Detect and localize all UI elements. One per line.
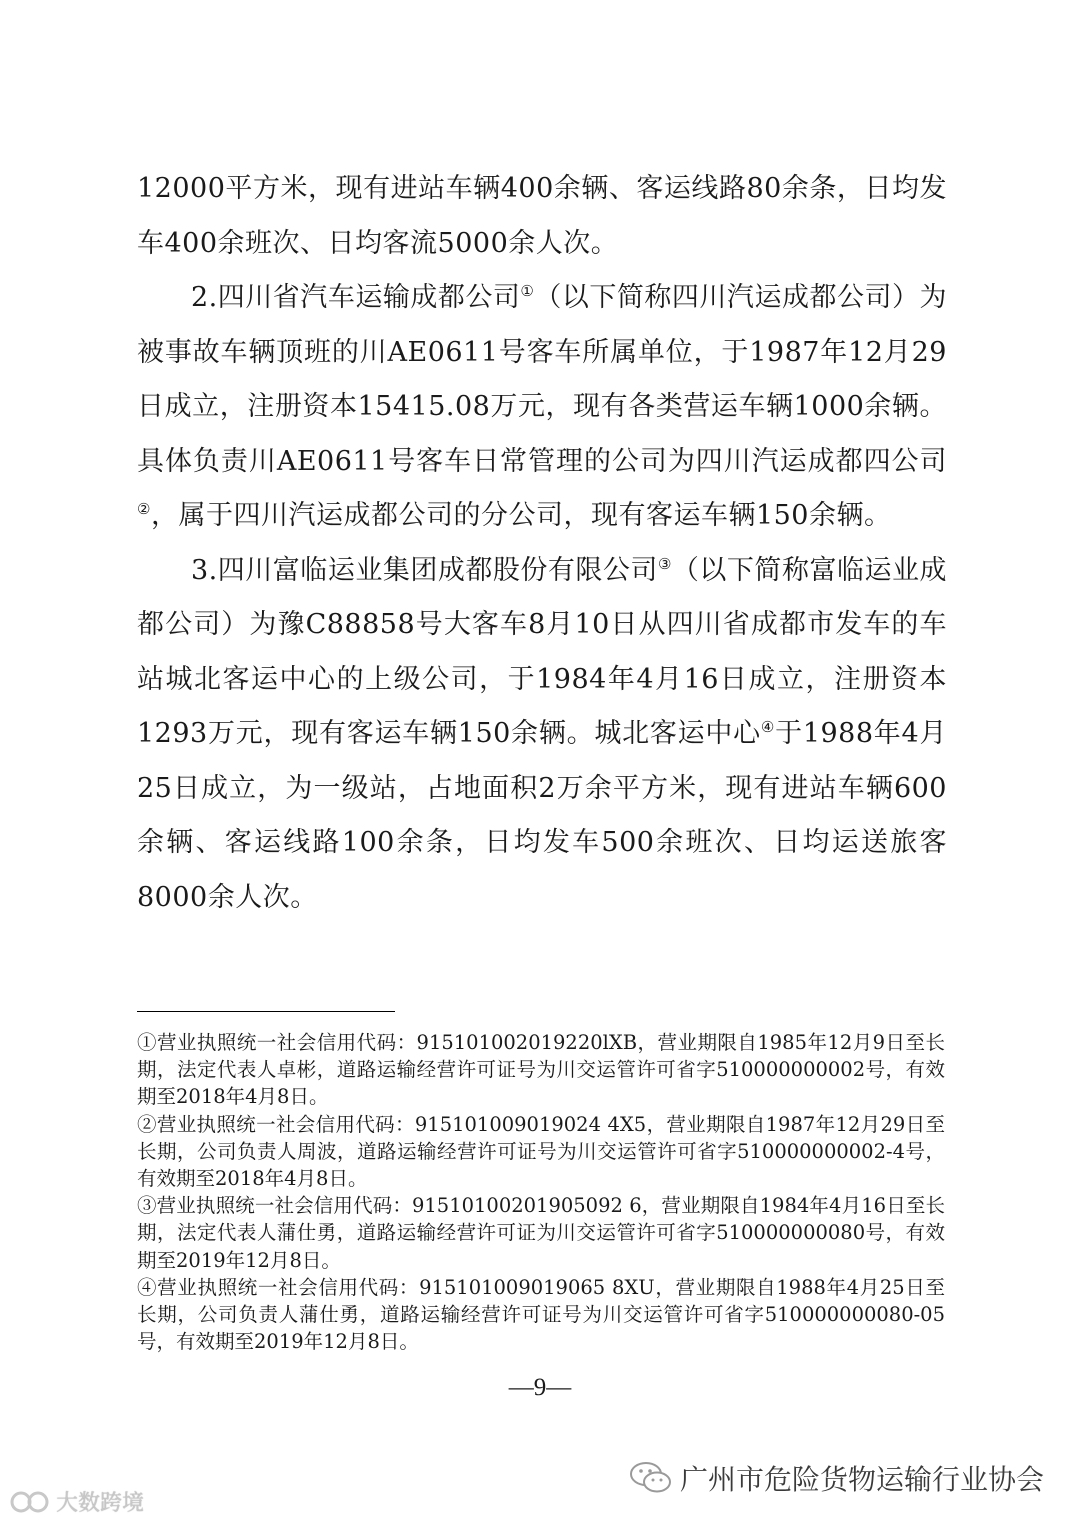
footnote-3: ③营业执照统一社会信用代码：91510100201905092 6，营业期限自1984年4月16日至长期，法定代表人蒲仕勇，道路运输经营许可证为川交运管许可省字510000000080号，有效期至2019年12月8日。 xyxy=(137,1194,945,1272)
footnote-ref-2[interactable]: ② xyxy=(137,500,151,518)
wechat-icon xyxy=(628,1460,674,1496)
source-name: 大数跨境 xyxy=(56,1491,145,1516)
footnotes xyxy=(137,1029,945,1355)
camera-icon xyxy=(10,1488,50,1516)
footnote-1: ①营业执照统一社会信用代码：915101002019220lXB，营业期限自1985年12月9日至长期，法定代表人卓彬，道路运输经营许可证号为川交运管许可省字510000000002号，有效期至2018年4月8日。 xyxy=(137,1031,945,1109)
footnote-4: ④营业执照统一社会信用代码：915101009019065 8XU，营业期限自1988年4月25日至长期，公司负责人蒲仕勇，道路运输经营许可证号为川交运管许可省字510000000080-05号，有效期至2019年12月8日。 xyxy=(137,1275,945,1354)
page-number: —9— xyxy=(508,1374,572,1401)
footnote-ref-4[interactable]: ④ xyxy=(760,718,776,736)
paragraph-3: 3.四川富临运业集团成都股份有限公司③（以下简称富临运业成都公司）为豫C88858号大客车8月10日从四川省成都市发车的车站城北客运中心的上级公司，于1984年4月16日成立，注册资本1293万元，现有客运车辆150余辆。城北客运中心④于1988年4月25日成立，为一级站，占地面积2万余平方米，现有进站车辆600余辆、客运线路100余条，日均发车500余班次、日均运送旅客8000余人次。 xyxy=(137,554,947,913)
source-watermark xyxy=(10,1486,144,1517)
footnote-ref-3[interactable]: ③ xyxy=(657,554,672,573)
footnote-2: ②营业执照统一社会信用代码：915101009019024 4X5，营业期限自1987年12月29日至长期，公司负责人周波，道路运输经营许可证号为川交运管许可省字510000000002-4号，有效期至2018年4月8日。 xyxy=(137,1112,945,1191)
body-text xyxy=(137,162,947,925)
wechat-watermark xyxy=(628,1458,1044,1498)
paragraph-2: 2.四川省汽车运输成都公司①（以下简称四川汽运成都公司）为被事故车辆顶班的川AE0611号客车所属单位，于1987年12月29日成立，注册资本15415.08万元，现有各类营运车辆1000余辆。具体负责川AE0611号客车日常管理的公司为四川汽运成都四公司②，属于四川汽运成都公司的分公司，现有客运车辆150余辆。 xyxy=(137,282,948,531)
paragraph-1: 12000平方米，现有进站车辆400余辆、客运线路80余条，日均发车400余班次、日均客流5000余人次。 xyxy=(137,173,947,259)
wechat-account-name: 广州市危险货物运输行业协会 xyxy=(679,1463,1044,1496)
footnote-divider xyxy=(137,1011,395,1012)
footnote-ref-1[interactable]: ① xyxy=(520,282,535,300)
